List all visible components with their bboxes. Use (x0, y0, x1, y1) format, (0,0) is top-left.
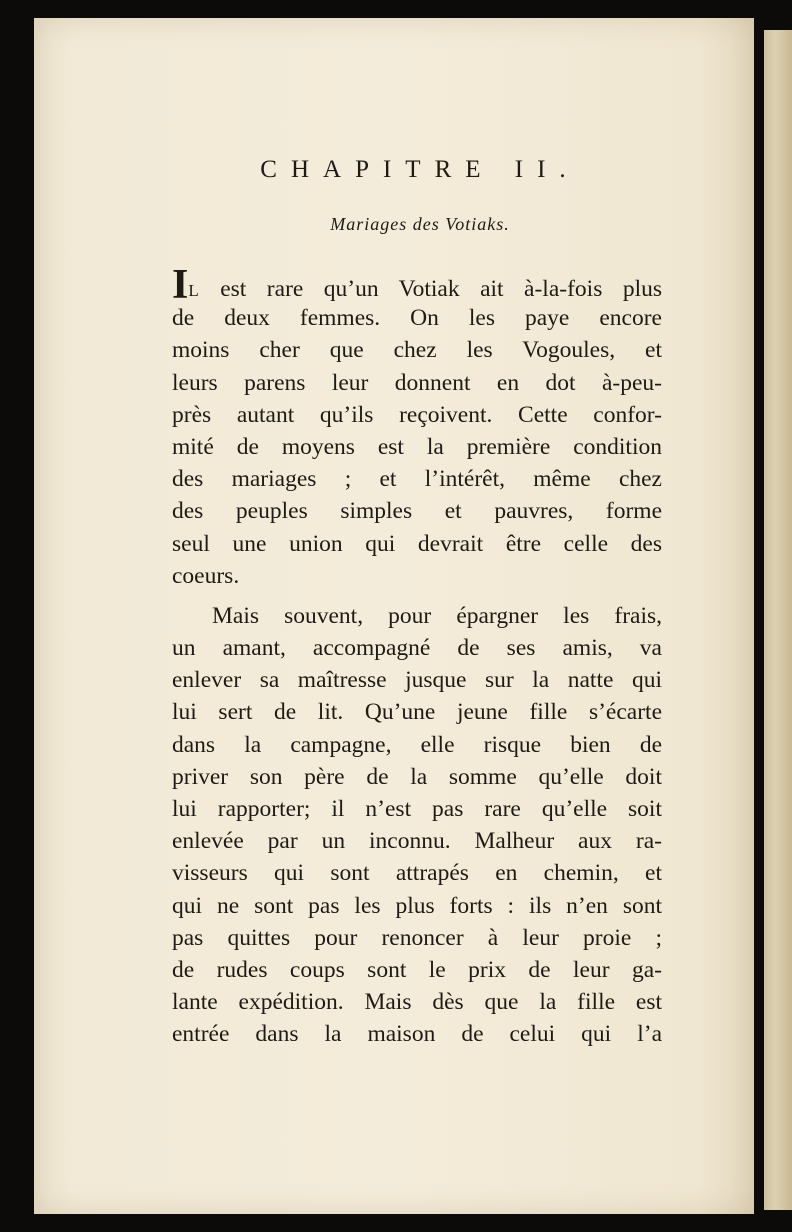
text-line: coeurs. (172, 562, 240, 589)
paragraph-2 (172, 600, 662, 1051)
text-line: mité de moyens est la première condition (172, 433, 662, 460)
chapter-heading: CHAPITRE II. (260, 156, 580, 183)
page-body (172, 262, 662, 1051)
text-line: des peuples simples et pauvres, forme (172, 498, 662, 525)
chapter-subtitle: Mariages des Votiaks. (330, 214, 510, 234)
small-cap: L (188, 281, 200, 300)
text-line: des mariages ; et l’intérêt, même chez (172, 466, 662, 493)
text-line: entrée dans la maison de celui qui l’a (172, 1021, 662, 1048)
text-line: IL est rare qu’un Votiak ait à-la-fois plus (172, 262, 662, 308)
text-line: lui sert de lit. Qu’une jeune fille s’écarte (172, 699, 662, 726)
text-line: un amant, accompagné de ses amis, va (172, 635, 662, 662)
text-line: leurs parens leur donnent en dot à-peu- (172, 369, 662, 396)
text-line: de deux femmes. On les paye encore (172, 305, 662, 332)
text-line: enlever sa maîtresse jusque sur la natte qui (172, 667, 662, 694)
text-line: moins cher que chez les Vogoules, et (172, 337, 662, 364)
text-line: visseurs qui sont attrapés en chemin, et (172, 860, 662, 887)
text-line: Mais souvent, pour épargner les frais, (212, 602, 662, 629)
adjacent-page-edge (764, 30, 792, 1210)
text-line: priver son père de la somme qu’elle doit (172, 763, 662, 790)
text-line: pas quittes pour renoncer à leur proie ; (172, 924, 662, 951)
text-line: qui ne sont pas les plus forts : ils n’en sont (172, 892, 662, 919)
text-line: lante expédition. Mais dès que la fille est (172, 989, 662, 1016)
paragraph-1 (172, 262, 662, 592)
text-line: seul une union qui devrait être celle des (172, 530, 662, 557)
text-line: de rudes coups sont le prix de leur ga- (172, 956, 662, 983)
text-line: lui rapporter; il n’est pas rare qu’elle soit (172, 796, 662, 822)
text-line: près autant qu’ils reçoivent. Cette confor- (172, 401, 662, 428)
drop-cap: I (172, 262, 189, 308)
text-line: dans la campagne, elle risque bien de (172, 731, 662, 758)
text-line: enlevée par un inconnu. Malheur aux ra- (172, 828, 662, 855)
